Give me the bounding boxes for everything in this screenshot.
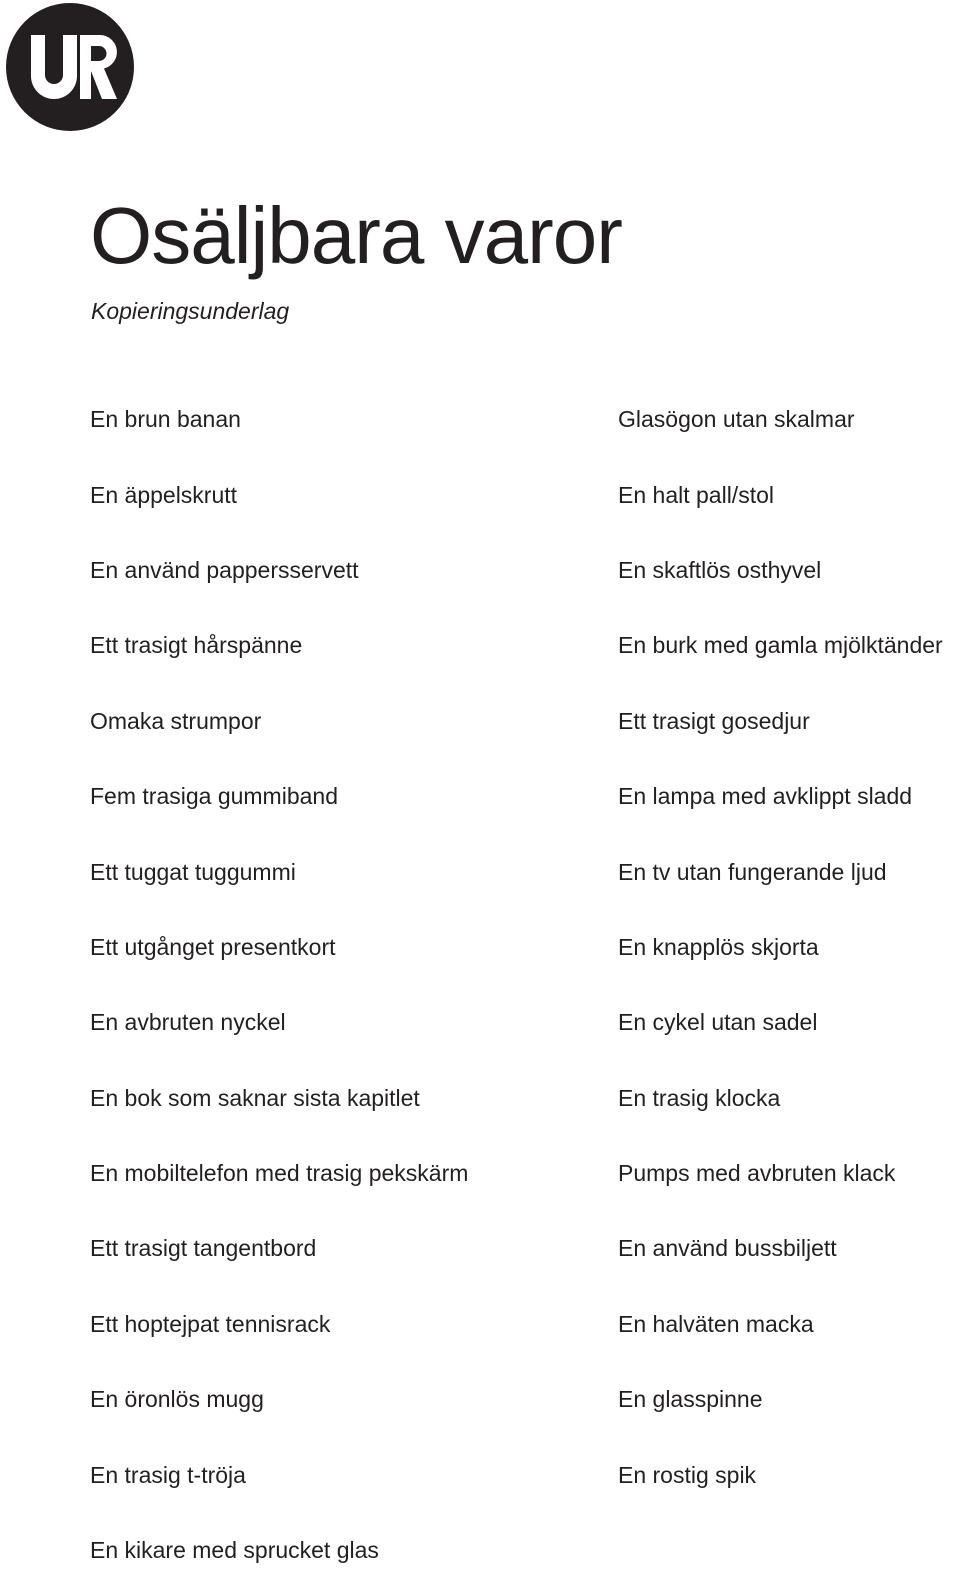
ur-logo: [6, 3, 134, 131]
list-item: En brun banan: [90, 406, 241, 432]
list-item: En använd bussbiljett: [618, 1235, 837, 1261]
list-item: En lampa med avklippt sladd: [618, 783, 913, 809]
list-item: En burk med gamla mjölktänder: [618, 632, 943, 658]
list-item: En bok som saknar sista kapitlet: [90, 1085, 420, 1111]
list-item: En mobiltelefon med trasig pekskärm: [90, 1160, 469, 1186]
list-item: En halt pall/stol: [618, 482, 774, 508]
list-item: En cykel utan sadel: [618, 1009, 818, 1035]
list-item: En halväten macka: [618, 1311, 814, 1337]
list-item: Ett trasigt gosedjur: [618, 708, 810, 734]
list-item: En avbruten nyckel: [90, 1009, 286, 1035]
list-item: En glasspinne: [618, 1386, 763, 1412]
list-item: En använd pappersservett: [90, 557, 359, 583]
list-item: Glasögon utan skalmar: [618, 406, 855, 432]
list-item: En skaftlös osthyvel: [618, 557, 822, 583]
list-item: En tv utan fungerande ljud: [618, 859, 887, 885]
list-item: En knapplös skjorta: [618, 934, 819, 960]
page-subtitle: Kopieringsunderlag: [91, 298, 290, 324]
list-item: Pumps med avbruten klack: [618, 1160, 896, 1186]
list-item: En rostig spik: [618, 1462, 757, 1488]
list-item: Ett trasigt tangentbord: [90, 1235, 317, 1261]
list-item: En öronlös mugg: [90, 1386, 264, 1412]
list-item: En äppelskrutt: [90, 482, 238, 508]
list-item: Ett tuggat tuggummi: [90, 859, 296, 885]
list-item: Ett hoptejpat tennisrack: [90, 1311, 331, 1337]
page-title: Osäljbara varor: [90, 191, 622, 280]
list-item: Fem trasiga gummiband: [90, 783, 338, 809]
list-item: Ett utgånget presentkort: [90, 934, 336, 960]
list-item: En kikare med sprucket glas: [90, 1537, 379, 1563]
list-item: En trasig t-tröja: [90, 1462, 246, 1488]
list-item: En trasig klocka: [618, 1085, 781, 1111]
list-item: Omaka strumpor: [90, 708, 262, 734]
list-item: Ett trasigt hårspänne: [90, 632, 303, 658]
